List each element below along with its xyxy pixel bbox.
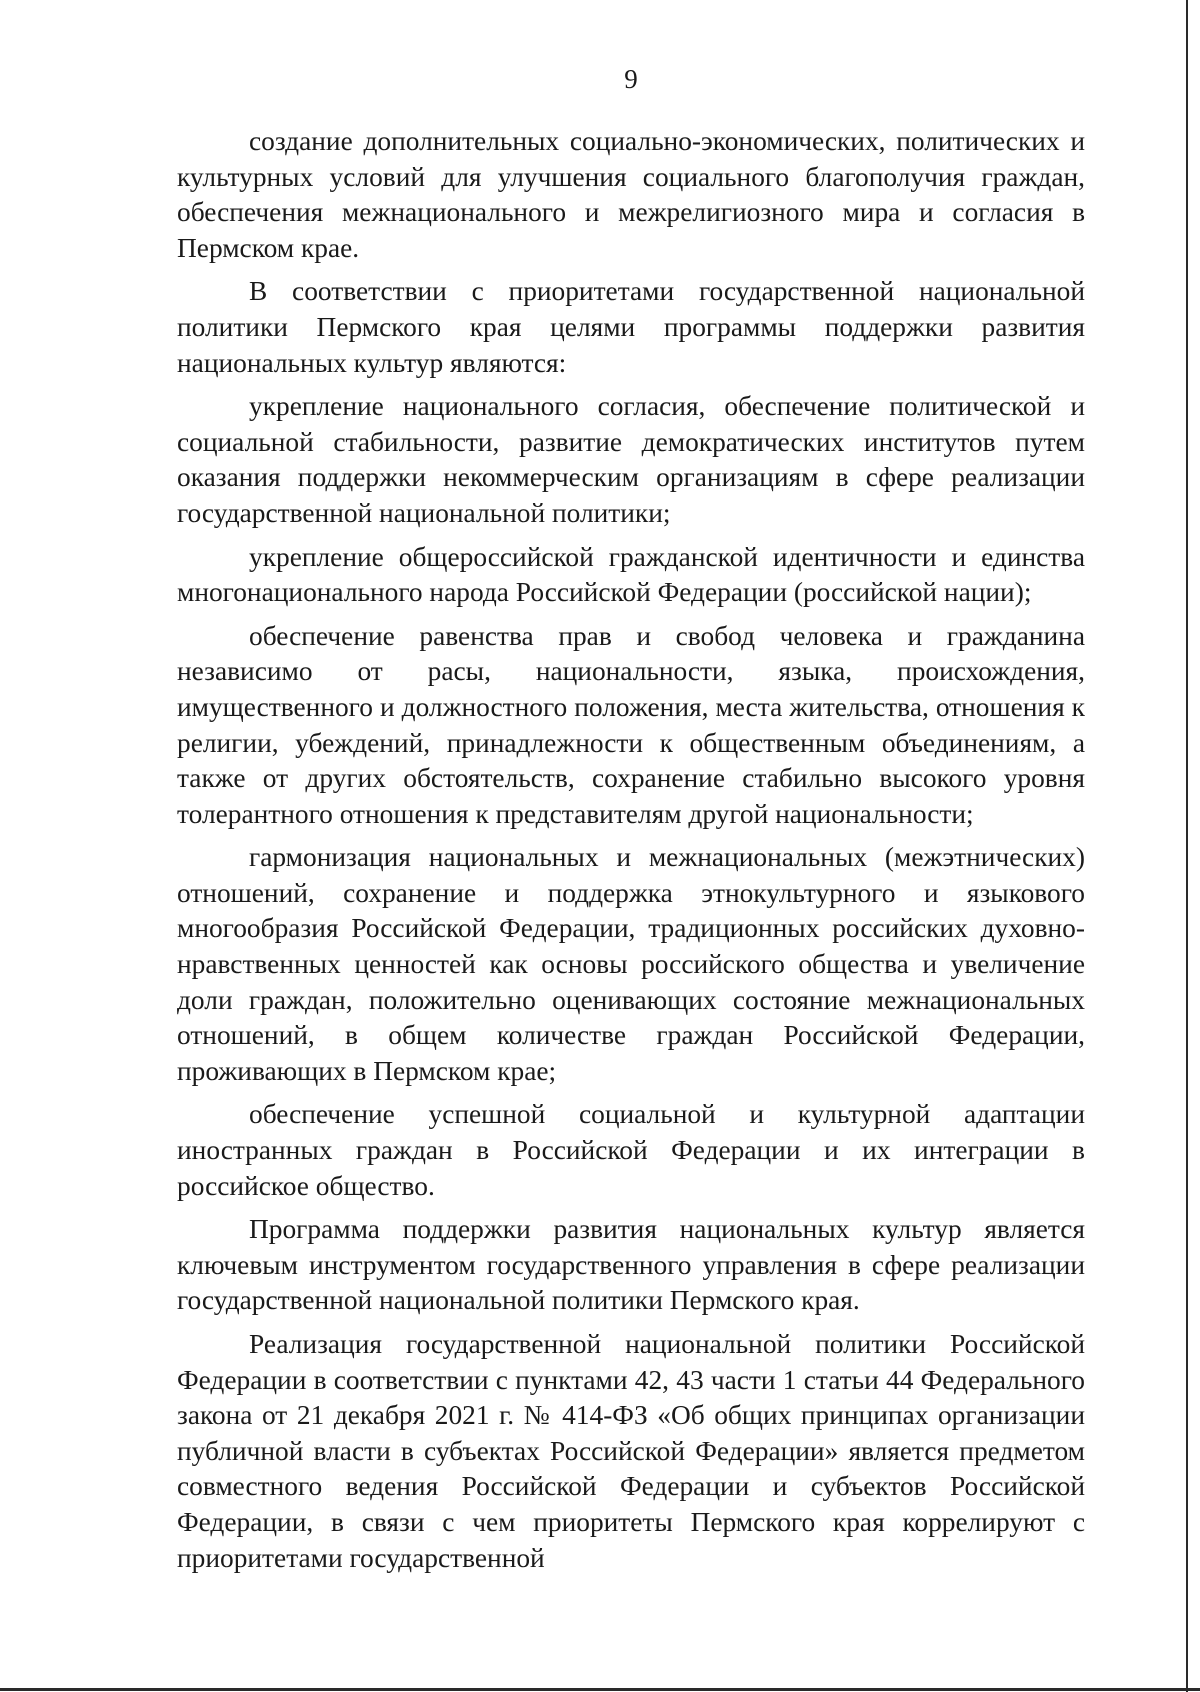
scan-bottom-edge bbox=[0, 1688, 1200, 1691]
paragraph: обеспечение равенства прав и свобод человека и гражданина независимо от расы, национальности, языка, происхождения, имущественного и должностного положения, места жительства, отношения к религии, убеждений, принадлежности к общественным объединениям, а также от других обстоятельств, сохранение стабильно высокого уровня толерантного отношения к представителям другой национальности; bbox=[177, 620, 1085, 829]
paragraph: обеспечение успешной социальной и культурной адаптации иностранных граждан в Российской Федерации и их интеграции в российское общество. bbox=[177, 1099, 1085, 1201]
paragraph: создание дополнительных социально-экономических, политических и культурных условий для улучшения социального благополучия граждан, обеспечения межнационального и межрелигиозного мира и согласия в Пермском крае. bbox=[177, 126, 1085, 263]
paragraph: гармонизация национальных и межнациональных (межэтнических) отношений, сохранение и поддержка этнокультурного и языкового многообразия Российской Федерации, традиционных российских духовно-нравственных ценностей как основы российского общества и увеличение доли граждан, положительно оценивающих состояние межнациональных отношений, в общем количестве граждан Российской Федерации, проживающих в Пермском крае; bbox=[177, 842, 1085, 1086]
paragraph: Реализация государственной национальной политики Российской Федерации в соответствии с пунктами 42, 43 части 1 статьи 44 Федерального закона от 21 декабря 2021 г. № 414-ФЗ «Об общих принципах организации публичной власти в субъектах Российской Федерации» является предметом совместного ведения Российской Федерации и субъектов Российской Федерации, в связи с чем приоритеты Пермского края коррелируют с приоритетами государственной bbox=[177, 1329, 1085, 1573]
paragraph: укрепление общероссийской гражданской идентичности и единства многонационального народа Российской Федерации (российской нации); bbox=[177, 541, 1085, 608]
paragraph: Программа поддержки развития национальных культур является ключевым инструментом государственного управления в сфере реализации государственной национальной политики Пермского края. bbox=[177, 1214, 1085, 1316]
scan-edge-line bbox=[1186, 0, 1188, 1692]
document-body bbox=[177, 124, 1085, 1576]
page-number: 9 bbox=[624, 64, 638, 94]
paragraph: В соответствии с приоритетами государственной национальной политики Пермского края целями программы поддержки развития национальных культур являются: bbox=[177, 276, 1085, 378]
paragraph: укрепление национального согласия, обеспечение политической и социальной стабильности, развитие демократических институтов путем оказания поддержки некоммерческим организациям в сфере реализации государственной национальной политики; bbox=[177, 391, 1085, 528]
